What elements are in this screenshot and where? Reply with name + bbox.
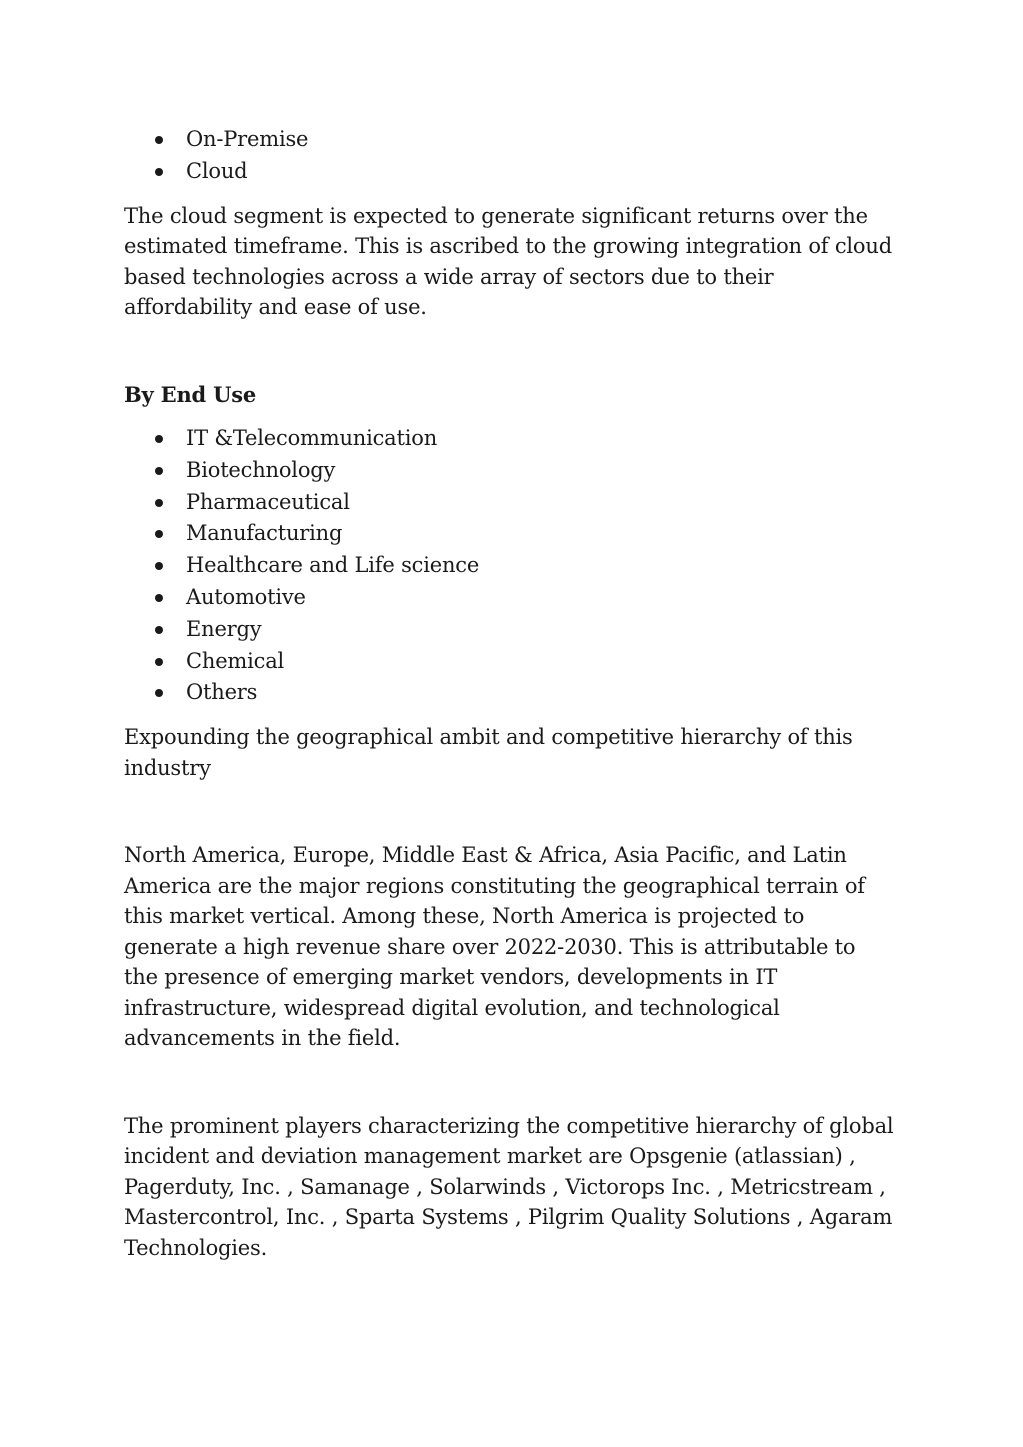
bullet-icon	[155, 499, 163, 507]
bullet-icon	[155, 136, 163, 144]
bullet-icon	[155, 467, 163, 475]
document-page	[124, 124, 894, 1263]
list-item: Automotive	[124, 582, 894, 614]
expound-paragraph: Expounding the geographical ambit and competitive hierarchy of this industry	[124, 725, 853, 780]
bullet-icon	[155, 530, 163, 538]
bullet-icon	[155, 594, 163, 602]
list-item: Chemical	[124, 646, 894, 678]
bullet-icon	[155, 435, 163, 443]
deployment-list	[124, 124, 894, 188]
bullet-icon	[155, 168, 163, 176]
list-item: Pharmaceutical	[124, 487, 894, 519]
list-item: Healthcare and Life science	[124, 550, 894, 582]
list-item: Biotechnology	[124, 455, 894, 487]
list-item: On-Premise	[124, 124, 894, 156]
bullet-icon	[155, 689, 163, 697]
end-use-list	[124, 423, 894, 709]
bullet-icon	[155, 562, 163, 570]
list-item: Energy	[124, 614, 894, 646]
end-use-heading: By End Use	[124, 381, 257, 407]
bullet-icon	[155, 658, 163, 666]
bullet-icon	[155, 626, 163, 634]
cloud-paragraph: The cloud segment is expected to generate significant returns over the estimated timeframe. This is ascribed to the growing integration of cloud based technologies across a wide array of sectors due to their affordability and ease of use.	[124, 203, 892, 320]
list-item: Others	[124, 677, 894, 709]
list-item: IT &Telecommunication	[124, 423, 894, 455]
regions-paragraph: North America, Europe, Middle East & Africa, Asia Pacific, and Latin America are the major regions constituting the geographical terrain of this market vertical. Among these, North America is projected to generate a high revenue share over 2022-2030. This is attributable to the presence of emerging market vendors, developments in IT infrastructure, widespread digital evolution, and technological advancements in the field.	[124, 843, 865, 1051]
players-paragraph: The prominent players characterizing the competitive hierarchy of global incident and deviation management market are Opsgenie (atlassian) , Pagerduty, Inc. , Samanage , Solarwinds , Victorops Inc. , Metricstream , Mastercontrol, Inc. , Sparta Systems , Pilgrim Quality Solutions , Agaram Technologies.	[124, 1113, 894, 1260]
list-item: Cloud	[124, 156, 894, 188]
list-item: Manufacturing	[124, 518, 894, 550]
